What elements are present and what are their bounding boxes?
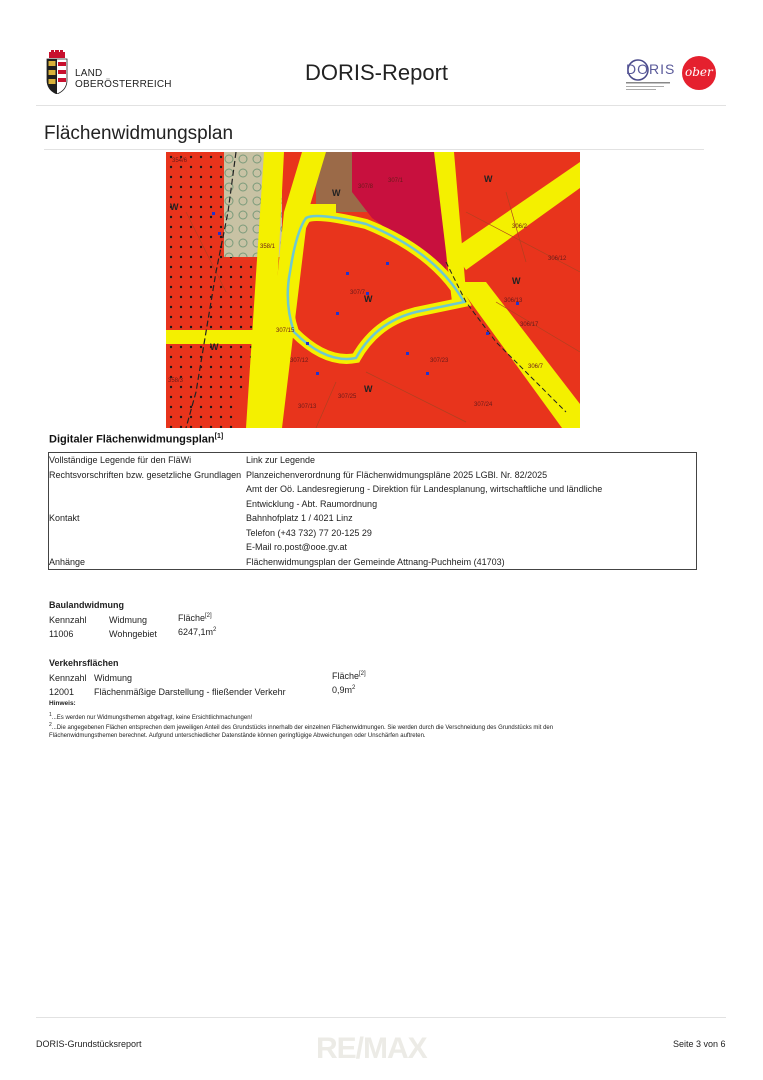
verkehr-header-kennzahl: Kennzahl	[49, 673, 87, 683]
bauland-header-flaeche-text: Fläche	[178, 613, 206, 623]
report-title: DORIS-Report	[305, 60, 449, 85]
svg-text:307/8: 307/8	[358, 184, 374, 190]
digital-plan-table	[48, 452, 697, 570]
digital-plan-title	[49, 433, 223, 446]
doris-logo-text: DORIS	[626, 61, 676, 77]
hinweis-note-2-num: 2	[49, 722, 52, 728]
bauland-flaeche-unit: 2	[213, 627, 217, 633]
verkehr-header-flaeche	[332, 671, 366, 681]
bauland-header-kennzahl: Kennzahl	[49, 615, 87, 625]
svg-text:306/12: 306/12	[548, 256, 567, 262]
row-value-contact	[246, 482, 697, 555]
verkehr-kennzahl: 12001	[49, 687, 75, 697]
svg-text:307/1: 307/1	[388, 178, 404, 184]
svg-text:W: W	[170, 202, 179, 212]
table-row	[49, 453, 697, 468]
digital-plan-title-text: Digitaler Flächenwidmungsplan	[49, 433, 215, 446]
bauland-header-sup: [2]	[205, 613, 212, 619]
svg-text:307/25: 307/25	[338, 394, 357, 400]
table-row	[49, 482, 697, 555]
bauland-widmung: Wohngebiet	[109, 629, 157, 639]
bauland-title: Baulandwidmung	[49, 600, 124, 610]
digital-plan-footnote-ref: [1]	[214, 433, 224, 440]
hinweis-note-1-text: ...Es werden nur Widmungsthemen abgefragt, keine Ersichtlichmachungen!	[51, 715, 253, 721]
verkehr-header-widmung: Widmung	[94, 673, 133, 683]
row-value-law: Planzeichenverordnung für Flächenwidmungspläne 2025 LGBl. Nr. 82/2025	[246, 469, 548, 480]
verkehr-widmung: Flächenmäßige Darstellung - fließender Verkehr	[94, 687, 286, 697]
svg-text:W: W	[512, 276, 521, 286]
svg-text:306/7: 306/7	[528, 364, 544, 370]
logo-line-1: LAND	[75, 68, 103, 79]
svg-text:306/13: 306/13	[504, 298, 523, 304]
header-divider	[36, 105, 726, 106]
svg-text:W: W	[364, 384, 373, 394]
hinweis-title: Hinweis:	[49, 700, 76, 707]
footer-left: DORIS-Grundstücksreport	[36, 1039, 142, 1049]
svg-text:307/13: 307/13	[298, 404, 317, 410]
bauland-header-flaeche	[178, 613, 212, 623]
section-divider	[44, 149, 704, 150]
row-key-law: Rechtsvorschriften bzw. gesetzliche Grundlagen	[49, 469, 242, 480]
contact-email[interactable]: E-Mail ro.post@ooe.gv.at	[246, 542, 348, 552]
verkehr-flaeche	[332, 685, 355, 695]
section-title: Flächenwidmungsplan	[44, 123, 234, 144]
hinweis-note-2-cont: Flächenwidmungsthemen berechnet. Aufgrund unterschiedlicher Datenstände können geringfügige Abweichungen oder Unschärfen auftreten.	[49, 733, 426, 739]
contact-line: Bahnhofplatz 1 / 4021 Linz	[246, 513, 353, 523]
hinweis-note-1-num: 1	[49, 712, 52, 718]
table-row	[49, 555, 697, 570]
contact-line: Entwicklung - Abt. Raumordnung	[246, 498, 378, 509]
svg-text:307/7: 307/7	[350, 290, 366, 296]
ober-logo	[682, 56, 716, 90]
svg-text:W: W	[210, 342, 219, 352]
verkehr-header-flaeche-text: Fläche	[332, 671, 360, 681]
svg-text:358/3: 358/3	[168, 378, 184, 384]
verkehr-flaeche-unit: 2	[352, 685, 356, 691]
verkehr-header-sup: [2]	[359, 671, 366, 677]
hinweis-note-2-text: ...Die angegebenen Flächen entsprechen dem jeweiligen Anteil des Grundstücks innerhalb der einzelnen Flächenwidmungen. Sie werden durch die Verschneidung des Grundstücks mit den	[51, 725, 554, 731]
contact-line: Telefon (+43 732) 77 20-125 29	[246, 527, 372, 538]
svg-text:W: W	[484, 174, 493, 184]
doris-logo	[624, 58, 676, 92]
coat-of-arms-icon	[45, 50, 69, 94]
svg-text:307/23: 307/23	[430, 358, 449, 364]
svg-text:W: W	[332, 188, 341, 198]
verkehr-title: Verkehrsflächen	[49, 658, 119, 668]
legend-link[interactable]: Link zur Legende	[246, 455, 316, 465]
svg-text:W: W	[364, 294, 373, 304]
svg-text:354/6: 354/6	[172, 158, 188, 164]
verkehr-flaeche-value: 0,9m	[332, 685, 353, 695]
footer-divider	[36, 1017, 726, 1018]
svg-text:306/2: 306/2	[512, 224, 528, 230]
ober-logo-text: ober	[685, 65, 713, 79]
svg-text:306/17: 306/17	[520, 322, 539, 328]
svg-text:307/12: 307/12	[290, 358, 309, 364]
table-row	[49, 468, 697, 483]
bauland-header-widmung: Widmung	[109, 615, 148, 625]
remax-watermark: RE/MAX	[316, 1032, 427, 1065]
row-key-attachments: Anhänge	[49, 556, 86, 567]
land-ooe-logo	[45, 50, 175, 96]
svg-text:358/1: 358/1	[260, 244, 276, 250]
zoning-map-image	[166, 152, 580, 428]
page-number: Seite 3 von 6	[673, 1039, 726, 1049]
contact-line: Amt der Oö. Landesregierung - Direktion für Landesplanung, wirtschaftliche und ländliche	[246, 484, 603, 494]
bauland-flaeche-value: 6247,1m	[178, 627, 214, 637]
bauland-flaeche	[178, 627, 216, 637]
zoning-map	[166, 152, 580, 428]
bauland-kennzahl: 11006	[49, 629, 74, 639]
row-key-legend: Vollständige Legende für den FläWi	[49, 455, 192, 465]
row-key-contact: Kontakt	[49, 513, 80, 523]
svg-text:307/15: 307/15	[276, 328, 295, 334]
logo-line-2: OBERÖSTERREICH	[75, 79, 172, 90]
svg-text:307/24: 307/24	[474, 402, 493, 408]
attachment-link[interactable]: Flächenwidmungsplan der Gemeinde Attnang-Puchheim (41703)	[246, 556, 505, 567]
